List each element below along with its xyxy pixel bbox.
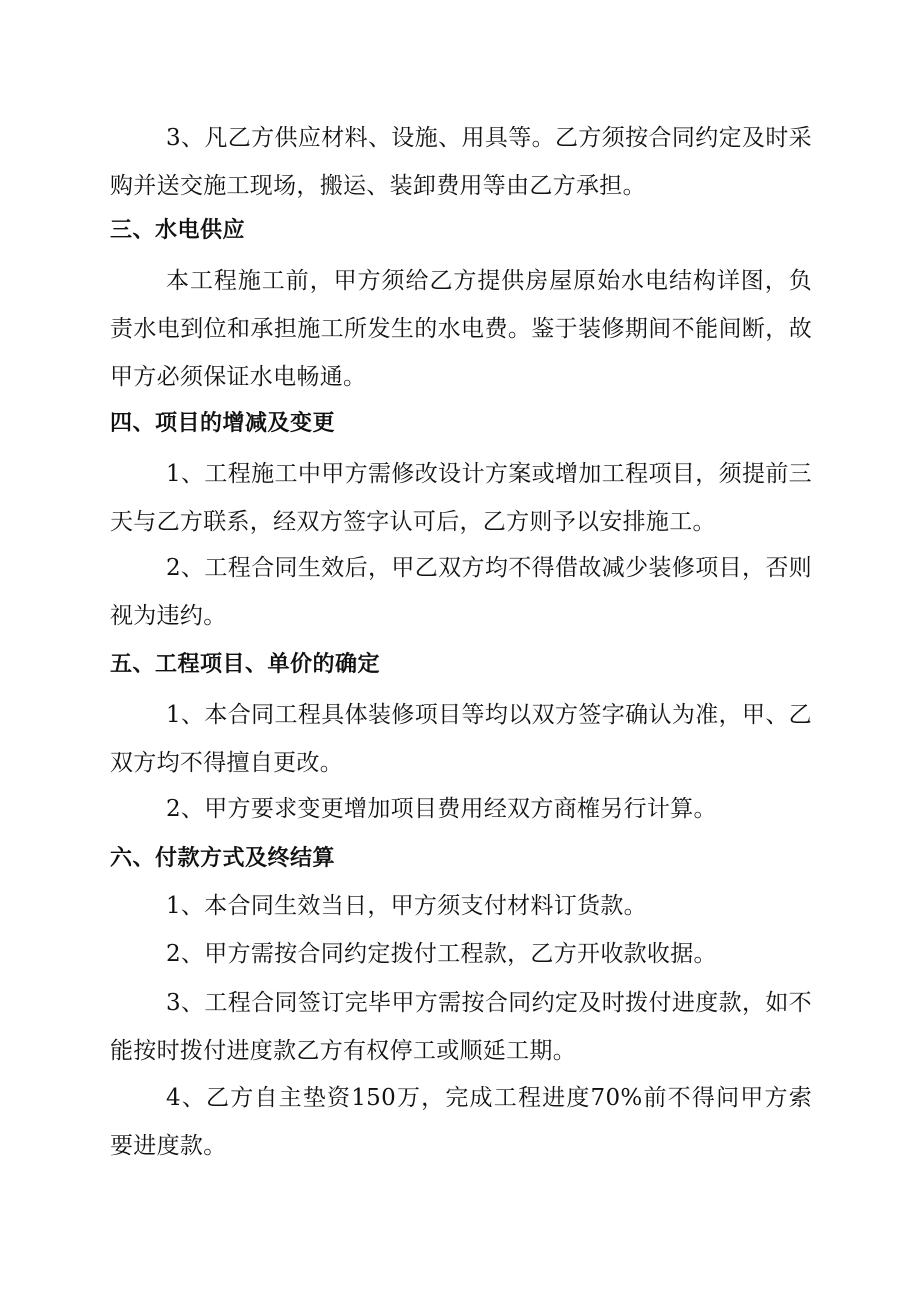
clause-payment-2: 2、甲方需按合同约定拨付工程款，乙方开收款收据。 <box>166 941 717 967</box>
section-heading-pricing: 五、工程项目、单价的确定 <box>110 652 381 677</box>
clause-pricing-2: 2、甲方要求变更增加项目费用经双方商榷另行计算。 <box>166 796 717 822</box>
section-heading-payment: 六、付款方式及终结算 <box>110 846 336 871</box>
clause-payment-1: 1、本合同生效当日，甲方须支付材料订货款。 <box>166 893 647 919</box>
section-heading-water-electricity: 三、水电供应 <box>110 218 246 243</box>
section-heading-changes: 四、项目的增减及变更 <box>110 411 336 436</box>
clause-changes-1: 1、工程施工中甲方需修改设计方案或增加工程项目，须提前三天与乙方联系，经双方签字认可后，乙方则予以安排施工。 <box>110 461 812 535</box>
clause-payment-4: 4、乙方自主垫资150万，完成工程进度70%前不得问甲方索要进度款。 <box>110 1085 812 1159</box>
clause-3-materials: 3、凡乙方供应材料、设施、用具等。乙方须按合同约定及时采购并送交施工现场，搬运、装卸费用等由乙方承担。 <box>110 125 812 199</box>
clause-pricing-1: 1、本合同工程具体装修项目等均以双方签字确认为准，甲、乙双方均不得擅自更改。 <box>110 702 812 776</box>
paragraph-water-electricity: 本工程施工前，甲方须给乙方提供房屋原始水电结构详图，负责水电到位和承担施工所发生的水电费。鉴于装修期间不能间断，故甲方必须保证水电畅通。 <box>110 268 812 390</box>
clause-changes-2: 2、工程合同生效后，甲乙双方均不得借故减少装修项目，否则视为违约。 <box>110 555 812 629</box>
clause-payment-3: 3、工程合同签订完毕甲方需按合同约定及时拨付进度款，如不能按时拨付进度款乙方有权停工或顺延工期。 <box>110 990 812 1064</box>
